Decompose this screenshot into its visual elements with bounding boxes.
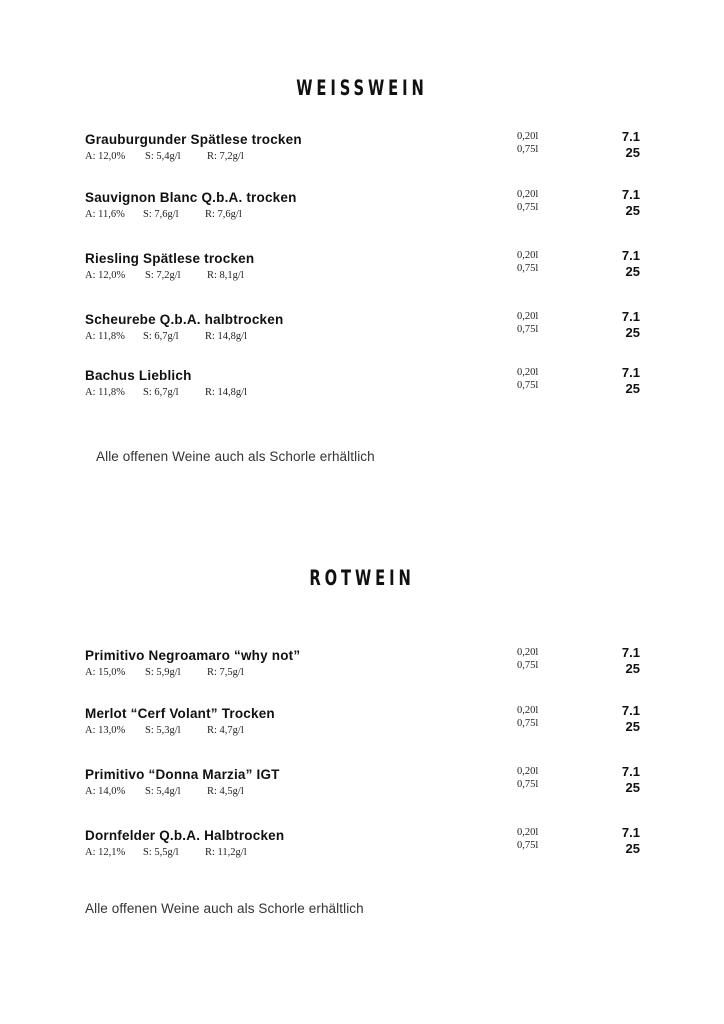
- price-bottle: 25: [625, 381, 640, 396]
- wine-name: Bachus Lieblich: [85, 368, 192, 383]
- price-bottle: 25: [625, 661, 640, 676]
- size-glass: 0,20l: [517, 766, 539, 777]
- acidity: R: 14,8g/l: [205, 387, 248, 398]
- schorle-note: Alle offenen Weine auch als Schorle erhältlich: [96, 449, 375, 464]
- wine-item: [85, 703, 645, 740]
- serving-sizes: [517, 366, 538, 392]
- sugar: S: 6,7g/l: [143, 387, 179, 398]
- wine-name: Merlot “Cerf Volant” Trocken: [85, 706, 275, 721]
- acidity: R: 11,2g/l: [205, 847, 247, 858]
- size-bottle: 0,75l: [517, 660, 539, 671]
- size-bottle: 0,75l: [517, 202, 539, 213]
- size-glass: 0,20l: [517, 250, 539, 261]
- serving-sizes: [517, 765, 538, 791]
- price-bottle: 25: [625, 203, 640, 218]
- wine-name: Dornfelder Q.b.A. Halbtrocken: [85, 828, 285, 843]
- prices: [605, 187, 640, 219]
- price-glass: 7.1: [621, 309, 640, 324]
- schorle-note: Alle offenen Weine auch als Schorle erhältlich: [85, 901, 364, 916]
- wine-item: [85, 645, 645, 682]
- wine-name: Primitivo “Donna Marzia” IGT: [85, 767, 280, 782]
- sugar: S: 5,4g/l: [145, 786, 181, 797]
- prices: [605, 703, 640, 735]
- alcohol: A: 12,0%: [85, 270, 126, 281]
- wine-item: [85, 129, 645, 166]
- size-glass: 0,20l: [517, 131, 539, 142]
- wine-item: [85, 248, 645, 285]
- serving-sizes: [517, 310, 538, 336]
- sugar: S: 5,5g/l: [143, 847, 179, 858]
- alcohol: A: 15,0%: [85, 667, 126, 678]
- size-bottle: 0,75l: [517, 263, 539, 274]
- price-glass: 7.1: [621, 248, 640, 263]
- alcohol: A: 14,0%: [85, 786, 126, 797]
- serving-sizes: [517, 704, 538, 730]
- price-glass: 7.1: [621, 365, 640, 380]
- size-glass: 0,20l: [517, 189, 539, 200]
- serving-sizes: [517, 646, 538, 672]
- price-bottle: 25: [625, 841, 640, 856]
- price-glass: 7.1: [621, 825, 640, 840]
- acidity: R: 14,8g/l: [205, 331, 248, 342]
- wine-item: [85, 309, 645, 346]
- price-glass: 7.1: [621, 764, 640, 779]
- size-glass: 0,20l: [517, 705, 539, 716]
- size-bottle: 0,75l: [517, 779, 539, 790]
- acidity: R: 7,6g/l: [205, 209, 242, 220]
- serving-sizes: [517, 130, 538, 156]
- alcohol: A: 12,0%: [85, 151, 126, 162]
- alcohol: A: 11,6%: [85, 209, 125, 220]
- prices: [605, 365, 640, 397]
- sugar: S: 5,3g/l: [145, 725, 181, 736]
- wine-item: [85, 365, 645, 402]
- prices: [605, 825, 640, 857]
- size-glass: 0,20l: [517, 311, 539, 322]
- prices: [605, 248, 640, 280]
- wine-name: Grauburgunder Spätlese trocken: [85, 132, 302, 147]
- price-bottle: 25: [625, 145, 640, 160]
- size-bottle: 0,75l: [517, 840, 539, 851]
- serving-sizes: [517, 188, 538, 214]
- size-glass: 0,20l: [517, 367, 539, 378]
- wine-name: Sauvignon Blanc Q.b.A. trocken: [85, 190, 297, 205]
- price-glass: 7.1: [621, 703, 640, 718]
- serving-sizes: [517, 826, 538, 852]
- acidity: R: 4,5g/l: [207, 786, 244, 797]
- wine-item: [85, 187, 645, 224]
- wine-item: [85, 764, 645, 801]
- size-bottle: 0,75l: [517, 380, 539, 391]
- alcohol: A: 12,1%: [85, 847, 126, 858]
- price-bottle: 25: [625, 264, 640, 279]
- sugar: S: 7,6g/l: [143, 209, 179, 220]
- sugar: S: 6,7g/l: [143, 331, 179, 342]
- alcohol: A: 11,8%: [85, 387, 125, 398]
- wine-name: Scheurebe Q.b.A. halbtrocken: [85, 312, 284, 327]
- price-bottle: 25: [625, 325, 640, 340]
- sugar: S: 7,2g/l: [145, 270, 181, 281]
- prices: [605, 764, 640, 796]
- acidity: R: 4,7g/l: [207, 725, 244, 736]
- price-bottle: 25: [625, 719, 640, 734]
- weisswein-title: WEISSWEIN: [296, 76, 428, 100]
- wine-name: Riesling Spätlese trocken: [85, 251, 255, 266]
- size-glass: 0,20l: [517, 827, 539, 838]
- size-glass: 0,20l: [517, 647, 539, 658]
- sugar: S: 5,4g/l: [145, 151, 181, 162]
- price-glass: 7.1: [621, 187, 640, 202]
- price-glass: 7.1: [621, 645, 640, 660]
- serving-sizes: [517, 249, 538, 275]
- price-glass: 7.1: [621, 129, 640, 144]
- price-bottle: 25: [625, 780, 640, 795]
- size-bottle: 0,75l: [517, 718, 539, 729]
- acidity: R: 7,5g/l: [207, 667, 244, 678]
- size-bottle: 0,75l: [517, 144, 539, 155]
- alcohol: A: 11,8%: [85, 331, 125, 342]
- acidity: R: 8,1g/l: [207, 270, 244, 281]
- rotwein-title: ROTWEIN: [309, 566, 415, 590]
- size-bottle: 0,75l: [517, 324, 539, 335]
- prices: [605, 645, 640, 677]
- wine-name: Primitivo Negroamaro “why not”: [85, 648, 301, 663]
- prices: [605, 309, 640, 341]
- prices: [605, 129, 640, 161]
- alcohol: A: 13,0%: [85, 725, 126, 736]
- wine-item: [85, 825, 645, 862]
- sugar: S: 5,9g/l: [145, 667, 181, 678]
- acidity: R: 7,2g/l: [207, 151, 244, 162]
